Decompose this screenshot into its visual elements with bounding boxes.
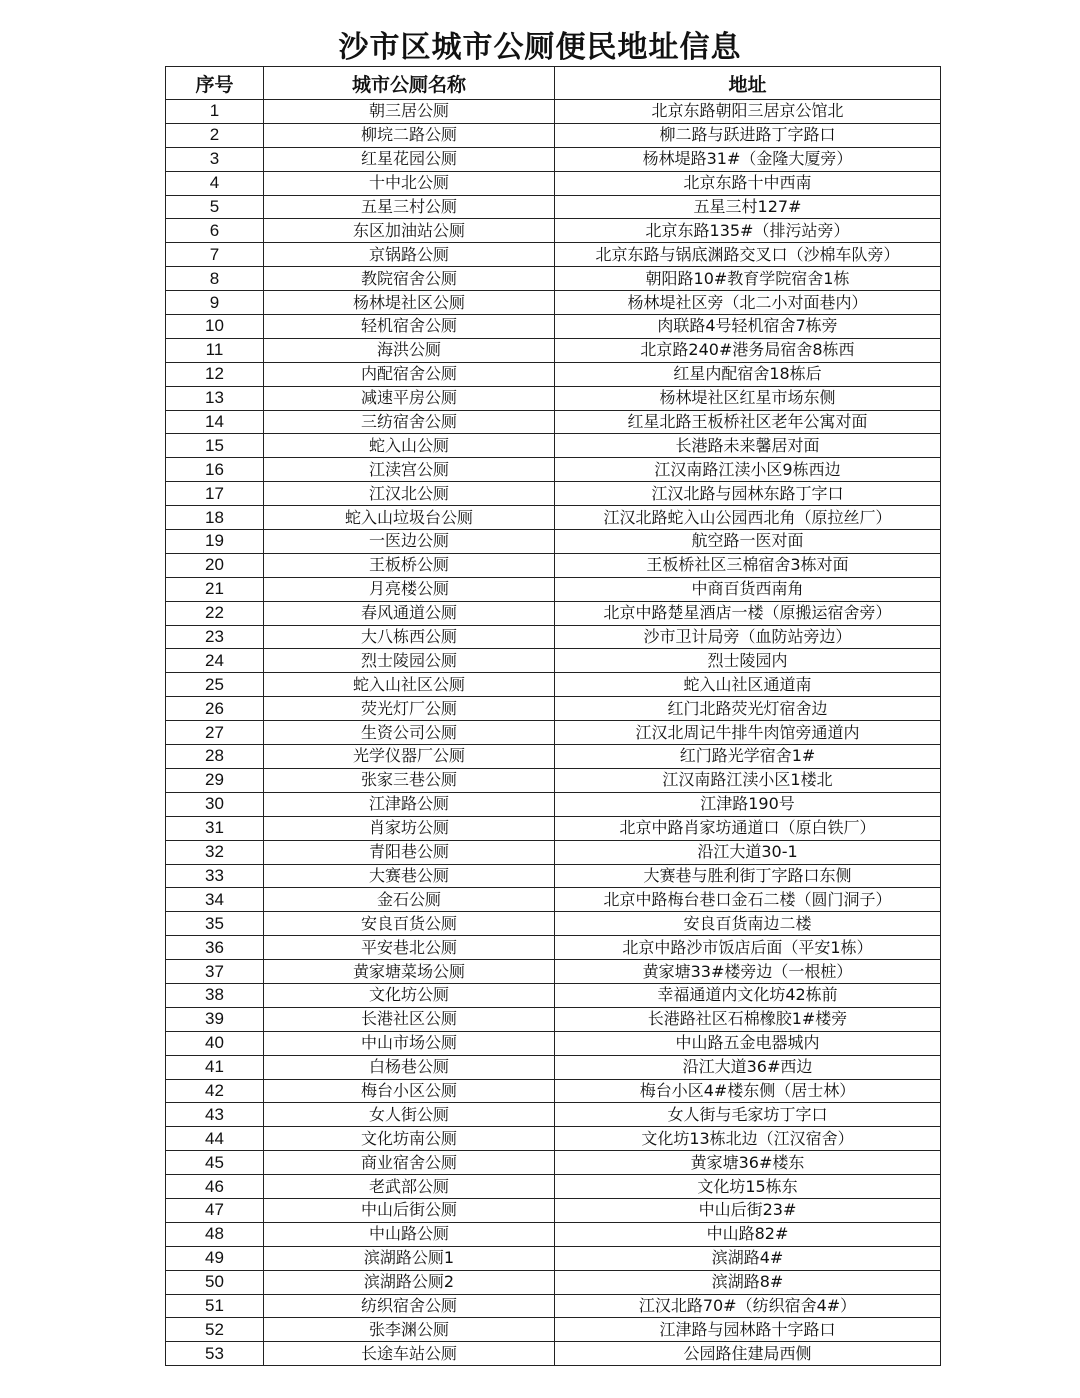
row-index: 7 bbox=[166, 243, 264, 267]
row-toilet-name: 张李渊公厕 bbox=[264, 1318, 555, 1342]
table-row bbox=[166, 912, 941, 936]
row-address: 大赛巷与胜利街丁字路口东侧 bbox=[555, 864, 941, 888]
table-row bbox=[166, 458, 941, 482]
row-address: 北京中路肖家坊通道口（原白铁厂） bbox=[555, 816, 941, 840]
row-address: 北京东路135#（排污站旁） bbox=[555, 219, 941, 243]
row-index: 51 bbox=[166, 1294, 264, 1318]
row-index: 39 bbox=[166, 1007, 264, 1031]
table-row bbox=[166, 123, 941, 147]
row-index: 29 bbox=[166, 768, 264, 792]
row-index: 34 bbox=[166, 888, 264, 912]
row-index: 1 bbox=[166, 100, 264, 124]
row-index: 15 bbox=[166, 434, 264, 458]
table-row bbox=[166, 1294, 941, 1318]
row-address: 烈士陵园内 bbox=[555, 649, 941, 673]
row-toilet-name: 文化坊南公厕 bbox=[264, 1127, 555, 1151]
row-address: 北京中路梅台巷口金石二楼（圆门洞子） bbox=[555, 888, 941, 912]
row-index: 43 bbox=[166, 1103, 264, 1127]
row-toilet-name: 东区加油站公厕 bbox=[264, 219, 555, 243]
row-index: 11 bbox=[166, 338, 264, 362]
row-toilet-name: 内配宿舍公厕 bbox=[264, 362, 555, 386]
row-toilet-name: 轻机宿舍公厕 bbox=[264, 315, 555, 339]
header-toilet-name: 城市公厕名称 bbox=[264, 67, 555, 100]
row-address: 江汉南路江渎小区1楼北 bbox=[555, 768, 941, 792]
table-row bbox=[166, 1198, 941, 1222]
row-address: 北京中路楚星酒店一楼（原搬运宿舍旁） bbox=[555, 601, 941, 625]
row-toilet-name: 蛇入山公厕 bbox=[264, 434, 555, 458]
table-row bbox=[166, 697, 941, 721]
row-toilet-name: 海洪公厕 bbox=[264, 338, 555, 362]
row-index: 37 bbox=[166, 960, 264, 984]
row-toilet-name: 文化坊公厕 bbox=[264, 983, 555, 1007]
table-row bbox=[166, 864, 941, 888]
row-index: 12 bbox=[166, 362, 264, 386]
row-toilet-name: 张家三巷公厕 bbox=[264, 768, 555, 792]
row-address: 黄家塘36#楼东 bbox=[555, 1151, 941, 1175]
table-row bbox=[166, 1175, 941, 1199]
row-toilet-name: 梅台小区公厕 bbox=[264, 1079, 555, 1103]
row-address: 黄家塘33#楼旁边（一根桩） bbox=[555, 960, 941, 984]
row-index: 45 bbox=[166, 1151, 264, 1175]
row-toilet-name: 江津路公厕 bbox=[264, 792, 555, 816]
table-row bbox=[166, 362, 941, 386]
row-index: 41 bbox=[166, 1055, 264, 1079]
row-toilet-name: 黄家塘菜场公厕 bbox=[264, 960, 555, 984]
table-row bbox=[166, 577, 941, 601]
row-index: 53 bbox=[166, 1342, 264, 1366]
table-row bbox=[166, 1151, 941, 1175]
row-toilet-name: 滨湖路公厕1 bbox=[264, 1246, 555, 1270]
table-row bbox=[166, 195, 941, 219]
table-row bbox=[166, 338, 941, 362]
row-toilet-name: 滨湖路公厕2 bbox=[264, 1270, 555, 1294]
row-index: 16 bbox=[166, 458, 264, 482]
row-toilet-name: 蛇入山社区公厕 bbox=[264, 673, 555, 697]
table-row bbox=[166, 721, 941, 745]
row-address: 红门路光学宿舍1# bbox=[555, 745, 941, 769]
row-toilet-name: 三纺宿舍公厕 bbox=[264, 410, 555, 434]
row-address: 文化坊13栋北边（江汉宿舍） bbox=[555, 1127, 941, 1151]
row-index: 49 bbox=[166, 1246, 264, 1270]
table-row bbox=[166, 673, 941, 697]
table-row bbox=[166, 100, 941, 124]
row-address: 安良百货南边二楼 bbox=[555, 912, 941, 936]
row-toilet-name: 安良百货公厕 bbox=[264, 912, 555, 936]
table-body bbox=[166, 100, 941, 1366]
row-toilet-name: 教院宿舍公厕 bbox=[264, 267, 555, 291]
table-row bbox=[166, 482, 941, 506]
row-toilet-name: 月亮楼公厕 bbox=[264, 577, 555, 601]
row-toilet-name: 五星三村公厕 bbox=[264, 195, 555, 219]
row-index: 32 bbox=[166, 840, 264, 864]
table-row bbox=[166, 1222, 941, 1246]
row-toilet-name: 中山路公厕 bbox=[264, 1222, 555, 1246]
row-toilet-name: 京锅路公厕 bbox=[264, 243, 555, 267]
table-row bbox=[166, 960, 941, 984]
row-toilet-name: 江汉北公厕 bbox=[264, 482, 555, 506]
table-row bbox=[166, 1079, 941, 1103]
row-index: 52 bbox=[166, 1318, 264, 1342]
row-toilet-name: 肖家坊公厕 bbox=[264, 816, 555, 840]
row-address: 滨湖路8# bbox=[555, 1270, 941, 1294]
row-address: 江津路190号 bbox=[555, 792, 941, 816]
table-row bbox=[166, 649, 941, 673]
row-address: 女人街与毛家坊丁字口 bbox=[555, 1103, 941, 1127]
row-index: 27 bbox=[166, 721, 264, 745]
row-index: 24 bbox=[166, 649, 264, 673]
row-address: 沙市卫计局旁（血防站旁边） bbox=[555, 625, 941, 649]
row-index: 31 bbox=[166, 816, 264, 840]
row-index: 17 bbox=[166, 482, 264, 506]
row-index: 44 bbox=[166, 1127, 264, 1151]
row-address: 江汉北周记牛排牛肉馆旁通道内 bbox=[555, 721, 941, 745]
table-row bbox=[166, 1342, 941, 1366]
row-address: 红门北路荧光灯宿舍边 bbox=[555, 697, 941, 721]
row-address: 红星北路王板桥社区老年公寓对面 bbox=[555, 410, 941, 434]
table-row bbox=[166, 434, 941, 458]
row-toilet-name: 一医边公厕 bbox=[264, 530, 555, 554]
table-row bbox=[166, 816, 941, 840]
row-index: 40 bbox=[166, 1031, 264, 1055]
table-row bbox=[166, 1007, 941, 1031]
row-address: 北京东路朝阳三居京公馆北 bbox=[555, 100, 941, 124]
row-address: 幸福通道内文化坊42栋前 bbox=[555, 983, 941, 1007]
row-index: 4 bbox=[166, 171, 264, 195]
row-index: 19 bbox=[166, 530, 264, 554]
row-index: 30 bbox=[166, 792, 264, 816]
row-address: 中山后街23# bbox=[555, 1198, 941, 1222]
row-address: 公园路住建局西侧 bbox=[555, 1342, 941, 1366]
row-address: 王板桥社区三棉宿舍3栋对面 bbox=[555, 553, 941, 577]
row-index: 18 bbox=[166, 506, 264, 530]
row-address: 江汉北路与园林东路丁字口 bbox=[555, 482, 941, 506]
row-toilet-name: 金石公厕 bbox=[264, 888, 555, 912]
row-toilet-name: 柳垸二路公厕 bbox=[264, 123, 555, 147]
row-index: 26 bbox=[166, 697, 264, 721]
row-index: 2 bbox=[166, 123, 264, 147]
row-toilet-name: 江渎宫公厕 bbox=[264, 458, 555, 482]
row-index: 10 bbox=[166, 315, 264, 339]
row-index: 46 bbox=[166, 1175, 264, 1199]
row-index: 13 bbox=[166, 386, 264, 410]
page-title: 沙市区城市公厕便民地址信息 bbox=[338, 30, 742, 65]
row-toilet-name: 中山后街公厕 bbox=[264, 1198, 555, 1222]
row-index: 5 bbox=[166, 195, 264, 219]
row-address: 肉联路4号轻机宿舍7栋旁 bbox=[555, 315, 941, 339]
row-toilet-name: 青阳巷公厕 bbox=[264, 840, 555, 864]
table-row bbox=[166, 243, 941, 267]
table-row bbox=[166, 983, 941, 1007]
row-index: 25 bbox=[166, 673, 264, 697]
row-address: 中山路五金电器城内 bbox=[555, 1031, 941, 1055]
row-index: 50 bbox=[166, 1270, 264, 1294]
row-address: 五星三村127# bbox=[555, 195, 941, 219]
row-toilet-name: 长途车站公厕 bbox=[264, 1342, 555, 1366]
table-row bbox=[166, 410, 941, 434]
row-address: 北京路240#港务局宿舍8栋西 bbox=[555, 338, 941, 362]
row-toilet-name: 红星花园公厕 bbox=[264, 147, 555, 171]
row-toilet-name: 中山市场公厕 bbox=[264, 1031, 555, 1055]
row-address: 沿江大道36#西边 bbox=[555, 1055, 941, 1079]
row-toilet-name: 白杨巷公厕 bbox=[264, 1055, 555, 1079]
table-header-row bbox=[166, 67, 941, 100]
row-address: 杨林堤路31#（金隆大厦旁） bbox=[555, 147, 941, 171]
row-index: 47 bbox=[166, 1198, 264, 1222]
row-index: 3 bbox=[166, 147, 264, 171]
table-row bbox=[166, 1055, 941, 1079]
toilet-address-table bbox=[165, 66, 941, 1366]
row-index: 20 bbox=[166, 553, 264, 577]
table-row bbox=[166, 745, 941, 769]
row-address: 长港路社区石棉橡胶1#楼旁 bbox=[555, 1007, 941, 1031]
row-toilet-name: 春风通道公厕 bbox=[264, 601, 555, 625]
header-address: 地址 bbox=[555, 67, 941, 100]
row-toilet-name: 生资公司公厕 bbox=[264, 721, 555, 745]
table-row bbox=[166, 1127, 941, 1151]
header-index: 序号 bbox=[166, 67, 264, 100]
row-toilet-name: 荧光灯厂公厕 bbox=[264, 697, 555, 721]
row-toilet-name: 减速平房公厕 bbox=[264, 386, 555, 410]
row-address: 红星内配宿舍18栋后 bbox=[555, 362, 941, 386]
row-index: 33 bbox=[166, 864, 264, 888]
row-index: 48 bbox=[166, 1222, 264, 1246]
table-row bbox=[166, 936, 941, 960]
table-row bbox=[166, 386, 941, 410]
table-row bbox=[166, 1031, 941, 1055]
row-index: 9 bbox=[166, 291, 264, 315]
row-toilet-name: 王板桥公厕 bbox=[264, 553, 555, 577]
row-address: 江汉南路江渎小区9栋西边 bbox=[555, 458, 941, 482]
row-address: 航空路一医对面 bbox=[555, 530, 941, 554]
row-toilet-name: 女人街公厕 bbox=[264, 1103, 555, 1127]
row-address: 江津路与园林路十字路口 bbox=[555, 1318, 941, 1342]
table-row bbox=[166, 601, 941, 625]
row-index: 14 bbox=[166, 410, 264, 434]
row-address: 杨林堤社区红星市场东侧 bbox=[555, 386, 941, 410]
table-row bbox=[166, 171, 941, 195]
row-toilet-name: 长港社区公厕 bbox=[264, 1007, 555, 1031]
row-index: 28 bbox=[166, 745, 264, 769]
table-row bbox=[166, 888, 941, 912]
table-row bbox=[166, 1246, 941, 1270]
table-row bbox=[166, 530, 941, 554]
row-address: 江汉北路70#（纺织宿舍4#） bbox=[555, 1294, 941, 1318]
table-row bbox=[166, 506, 941, 530]
row-index: 35 bbox=[166, 912, 264, 936]
row-toilet-name: 商业宿舍公厕 bbox=[264, 1151, 555, 1175]
table-row bbox=[166, 553, 941, 577]
row-index: 38 bbox=[166, 983, 264, 1007]
row-toilet-name: 蛇入山垃圾台公厕 bbox=[264, 506, 555, 530]
row-address: 江汉北路蛇入山公园西北角（原拉丝厂） bbox=[555, 506, 941, 530]
table-row bbox=[166, 840, 941, 864]
table-row bbox=[166, 1318, 941, 1342]
row-toilet-name: 光学仪器厂公厕 bbox=[264, 745, 555, 769]
row-index: 8 bbox=[166, 267, 264, 291]
row-address: 杨林堤社区旁（北二小对面巷内） bbox=[555, 291, 941, 315]
row-toilet-name: 平安巷北公厕 bbox=[264, 936, 555, 960]
row-address: 柳二路与跃进路丁字路口 bbox=[555, 123, 941, 147]
row-toilet-name: 老武部公厕 bbox=[264, 1175, 555, 1199]
table-row bbox=[166, 291, 941, 315]
row-address: 中商百货西南角 bbox=[555, 577, 941, 601]
row-address: 北京中路沙市饭店后面（平安1栋） bbox=[555, 936, 941, 960]
table-row bbox=[166, 1103, 941, 1127]
row-toilet-name: 杨林堤社区公厕 bbox=[264, 291, 555, 315]
row-index: 6 bbox=[166, 219, 264, 243]
table-row bbox=[166, 792, 941, 816]
row-address: 朝阳路10#教育学院宿舍1栋 bbox=[555, 267, 941, 291]
row-address: 滨湖路4# bbox=[555, 1246, 941, 1270]
row-index: 36 bbox=[166, 936, 264, 960]
row-index: 21 bbox=[166, 577, 264, 601]
row-toilet-name: 烈士陵园公厕 bbox=[264, 649, 555, 673]
row-address: 蛇入山社区通道南 bbox=[555, 673, 941, 697]
row-address: 北京东路十中西南 bbox=[555, 171, 941, 195]
table-row bbox=[166, 625, 941, 649]
row-toilet-name: 朝三居公厕 bbox=[264, 100, 555, 124]
row-address: 长港路未来馨居对面 bbox=[555, 434, 941, 458]
table-row bbox=[166, 1270, 941, 1294]
row-index: 23 bbox=[166, 625, 264, 649]
table-row bbox=[166, 768, 941, 792]
table-row bbox=[166, 147, 941, 171]
row-address: 梅台小区4#楼东侧（居士林） bbox=[555, 1079, 941, 1103]
row-address: 文化坊15栋东 bbox=[555, 1175, 941, 1199]
table-row bbox=[166, 219, 941, 243]
row-address: 北京东路与锅底渊路交叉口（沙棉车队旁） bbox=[555, 243, 941, 267]
row-toilet-name: 十中北公厕 bbox=[264, 171, 555, 195]
row-toilet-name: 大八栋西公厕 bbox=[264, 625, 555, 649]
row-toilet-name: 大赛巷公厕 bbox=[264, 864, 555, 888]
table-row bbox=[166, 315, 941, 339]
row-toilet-name: 纺织宿舍公厕 bbox=[264, 1294, 555, 1318]
row-address: 沿江大道30-1 bbox=[555, 840, 941, 864]
row-address: 中山路82# bbox=[555, 1222, 941, 1246]
row-index: 22 bbox=[166, 601, 264, 625]
table-row bbox=[166, 267, 941, 291]
row-index: 42 bbox=[166, 1079, 264, 1103]
